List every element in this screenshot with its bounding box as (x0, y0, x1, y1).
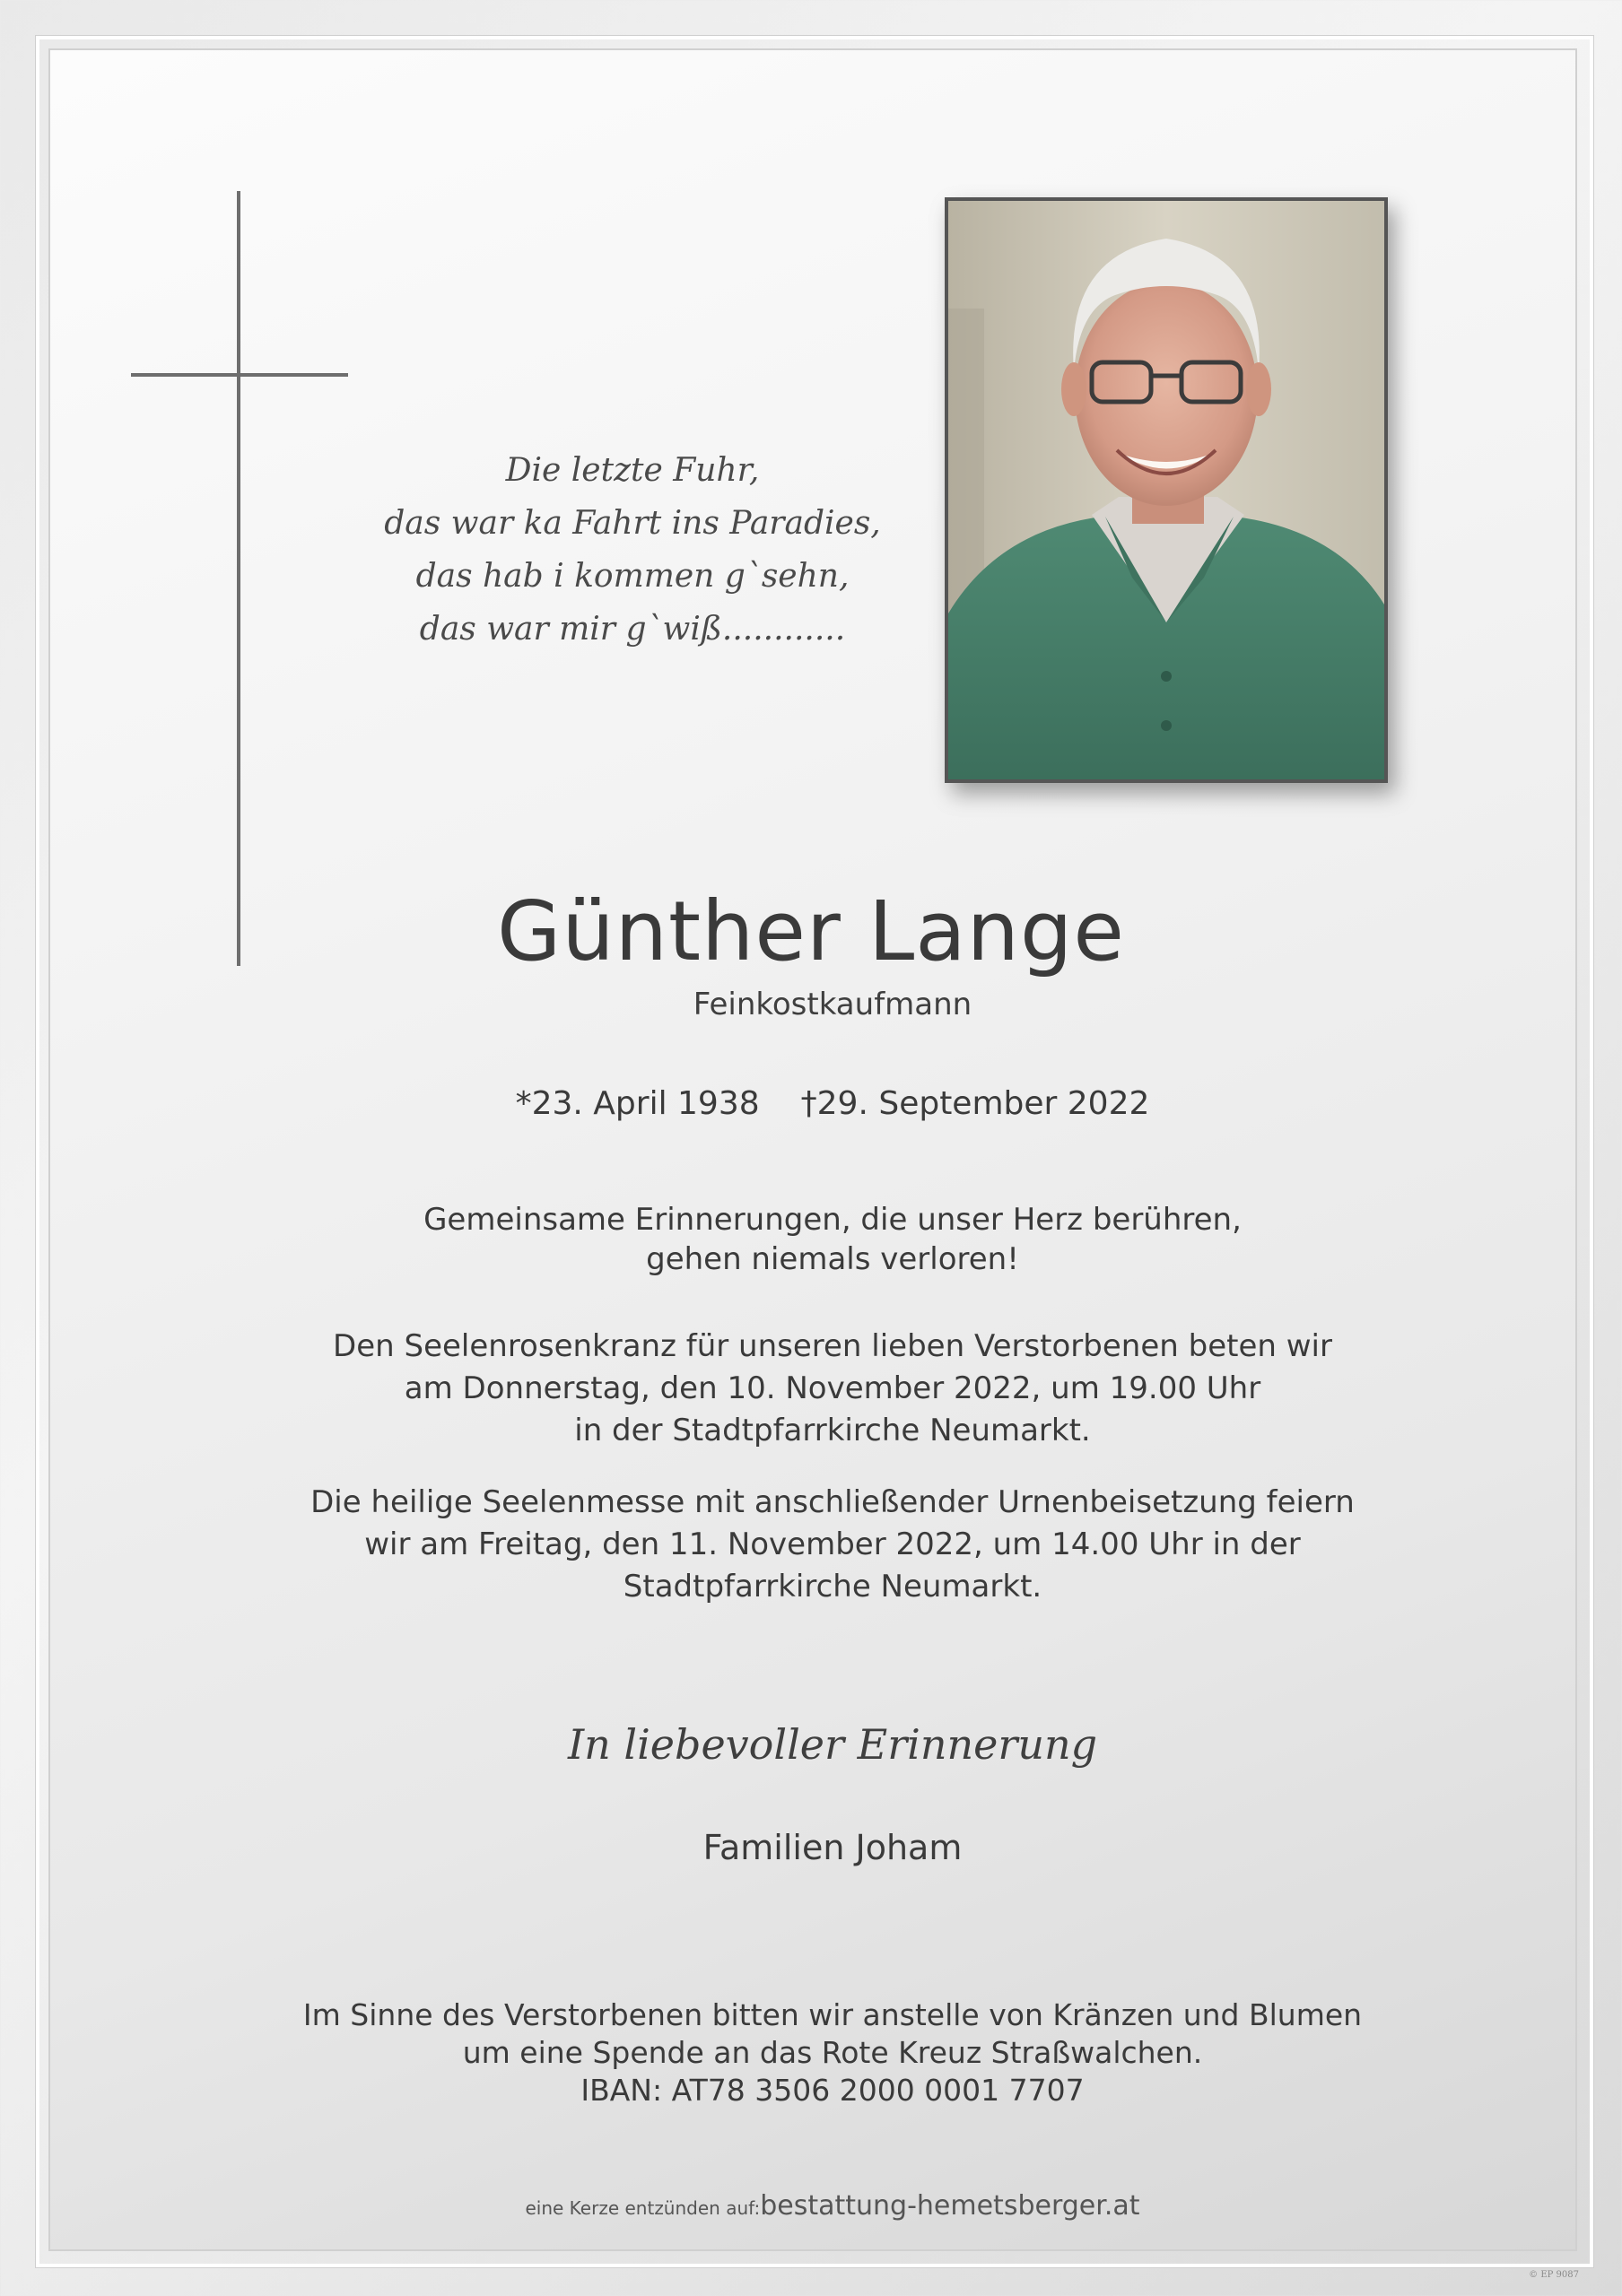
family-signature: Familien Joham (702, 1828, 963, 1867)
death-date: †29. September 2022 (800, 1085, 1150, 1122)
rosary-line: in der Stadtpfarrkirche Neumarkt. (574, 1413, 1091, 1448)
copyright-note: © EP 9087 (1529, 2270, 1579, 2280)
memorial-quote (0, 1200, 1622, 1279)
cross-icon (237, 191, 240, 966)
donation-line: um eine Spende an das Rote Kreuz Straßwalchen. (462, 2035, 1203, 2070)
poem-line: das war mir g`wiß............ (419, 611, 846, 648)
iban-line: IBAN: AT78 3506 2000 0001 7707 (580, 2073, 1085, 2108)
portrait-photo (945, 197, 1388, 783)
memory-heading: In liebevoller Erinnerung (567, 1720, 1098, 1769)
poem-line: das war ka Fahrt ins Paradies, (384, 505, 881, 542)
donation-line: Im Sinne des Verstorbenen bitten wir anstelle von Kränzen und Blumen (302, 1997, 1363, 2032)
candle-prefix: eine Kerze entzünden auf: (525, 2197, 761, 2219)
rosary-announcement (0, 1326, 1622, 1452)
quote-line: Gemeinsame Erinnerungen, die unser Herz berühren, (423, 1202, 1242, 1238)
birth-date: *23. April 1938 (515, 1085, 760, 1122)
deceased-profession: Feinkostkaufmann (693, 987, 972, 1022)
donation-request (0, 1996, 1622, 2109)
mass-line: Stadtpfarrkirche Neumarkt. (623, 1569, 1042, 1605)
rosary-line: Den Seelenrosenkranz für unseren lieben Verstorbenen beten wir (333, 1328, 1332, 1364)
mass-announcement (0, 1482, 1622, 1608)
website-link[interactable]: bestattung-hemetsberger.at (760, 2190, 1140, 2222)
life-dates (0, 1085, 1622, 1122)
mass-line: Die heilige Seelenmesse mit anschließender Urnenbeisetzung feiern (310, 1484, 1355, 1520)
quote-line: gehen niemals verloren! (646, 1241, 1019, 1277)
rosary-line: am Donnerstag, den 10. November 2022, um 19.00 Uhr (404, 1370, 1261, 1406)
poem (341, 444, 924, 656)
cross-icon-bar (131, 373, 348, 377)
deceased-name: Günther Lange (497, 883, 1125, 979)
candle-footer (0, 2190, 1622, 2222)
mass-line: wir am Freitag, den 11. November 2022, um 14.00 Uhr in der (364, 1526, 1301, 1562)
poem-line: Die letzte Fuhr, (505, 452, 760, 489)
poem-line: das hab i kommen g`sehn, (415, 558, 850, 595)
